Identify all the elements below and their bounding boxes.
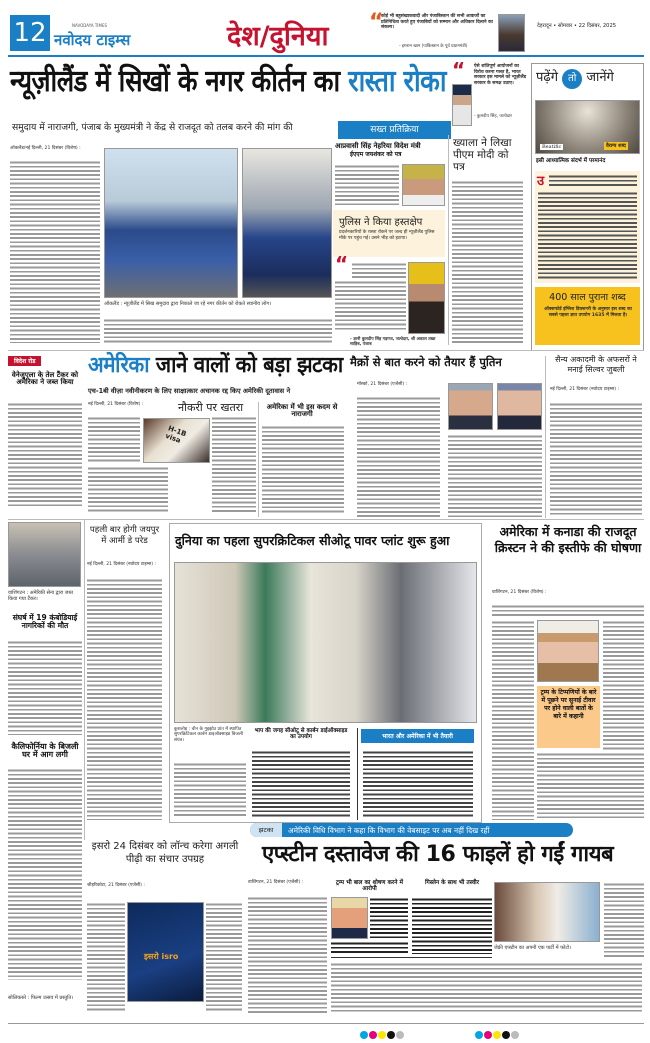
ghislaine-box-text bbox=[412, 897, 492, 954]
academy-dateline: नई दिल्ली, 21 दिसंबर (नवोदय टाइम्स) : bbox=[550, 387, 620, 392]
gray-dot bbox=[511, 1031, 519, 1039]
box-rule bbox=[331, 957, 492, 958]
quote2-author: - ज्ञानी कुलदीप सिंह गड़गज, जत्थेदार, श्री अकाल तख्त साहिब, पंजाब bbox=[350, 336, 436, 347]
title-part: पढ़ेंगे bbox=[536, 70, 559, 85]
drop-cap: उ bbox=[537, 174, 545, 189]
isro-dateline: श्रीहरिकोटा, 21 दिसंबर (एजेंसी) : bbox=[87, 883, 145, 888]
cyan-dot bbox=[360, 1031, 368, 1039]
page-number: 12 bbox=[10, 15, 50, 51]
co2-sub2-body bbox=[363, 750, 473, 818]
police-box bbox=[333, 210, 445, 257]
lead-photo-2 bbox=[242, 148, 332, 298]
column-divider bbox=[357, 728, 358, 820]
police-text: प्रदर्शनकारियों के रास्ता रोकने पर जल्द ही न्यूज़ीलैंड पुलिस मौके पर पहुंच गई। उसने भीड़ को हटाया। bbox=[339, 230, 435, 241]
ghislaine-box-title: गिस्लेन के साथ भी तस्वीर bbox=[424, 880, 480, 886]
quote-text: कोई भी बहुसंख्यकवादी और पंजाबिस्तान की सभी आवाजों का प्रतिनिधित्व करते हुए पंजाबियों को सम्मान और अधिकार दिलाने का संकल्प। bbox=[381, 14, 493, 30]
quote-mark-icon: “ bbox=[335, 252, 349, 276]
old-word-title: 400 साल पुराना शब्द bbox=[549, 292, 626, 303]
usa-headline bbox=[88, 354, 343, 377]
know-more-body bbox=[549, 174, 637, 188]
cambodia-body bbox=[8, 640, 82, 735]
lead-headline-part-2: रास्ता रोका bbox=[348, 64, 447, 99]
co2-sub1-headline: भाप की जगह सीओटू से कार्बन डाईऑक्साइड का उपयोग bbox=[254, 728, 348, 740]
column-divider bbox=[258, 402, 259, 517]
magenta-dot bbox=[369, 1031, 377, 1039]
lead-subhead: समुदाय में नाराजगी, पंजाब के मुख्यमंत्री ने केंद्र से राजदूत को तलब करने की मांग की bbox=[12, 122, 293, 133]
usa-subhead-2: नौकरी पर खतरा bbox=[178, 401, 244, 414]
canada-body-4 bbox=[603, 620, 644, 750]
usa-side-body bbox=[262, 425, 344, 515]
epstein-body bbox=[248, 896, 327, 1013]
macron-photo bbox=[448, 383, 493, 430]
column-divider bbox=[84, 520, 85, 840]
california-body bbox=[8, 768, 82, 980]
old-word-box bbox=[535, 287, 640, 345]
epstein-dateline: वाशिंगटन, 21 दिसंबर (एजेंसी) : bbox=[248, 880, 304, 885]
khyala-headline: ख्याला ने लिखा पीएम मोदी को पत्र bbox=[453, 137, 523, 173]
header-rule bbox=[8, 55, 644, 57]
know-more-box bbox=[531, 63, 644, 351]
co2-caption: कुशलोह : चीन के गुइझोउ प्रांत में स्थापित सुपरक्रिटिकल कार्बन डाइऑक्साइड बिजली संयंत्र। bbox=[174, 727, 243, 743]
left-tag: विदेश रोड bbox=[8, 356, 41, 366]
khyala-body-text bbox=[452, 180, 523, 345]
quote-author: - इमरान खान (पाकिस्तान के पूर्व प्रधानमंत्री) bbox=[399, 44, 468, 49]
police-title: पुलिस ने किया हस्तक्षेप bbox=[339, 217, 423, 228]
jaipur-headline: पहली बार होगी जयपुर में आर्मी डे परेड bbox=[89, 525, 160, 546]
co2-headline: दुनिया का पहला सुपरक्रिटिकल सीओटू पावर प्लांट शुरू हुआ bbox=[175, 533, 450, 548]
canada-quote-text: ट्रम्प के टिप्पणियों के बारे में पूछने पर सुनाई टीवार पर होने वाली बातों के बारे में कहानी bbox=[540, 689, 597, 721]
trump-photo bbox=[331, 897, 368, 939]
putin-dateline: मॉस्को, 21 दिसंबर (एजेंसी) : bbox=[357, 382, 408, 387]
title-part: जानेंगे bbox=[586, 70, 614, 85]
canada-body-5 bbox=[537, 752, 644, 818]
tanker-photo bbox=[8, 522, 81, 587]
know-more-line: इसी आध्यात्मिक संदर्भ में परमानंद bbox=[536, 158, 606, 164]
putin-body-2 bbox=[448, 434, 542, 517]
masthead: नवोदय टाइम्स bbox=[54, 31, 131, 49]
academy-headline: सैन्य अकादमी के अफसरों ने मनाई सिल्वर जुबली bbox=[555, 355, 637, 374]
old-word-text: ऑक्सफोर्ड इंग्लिश डिक्शनरी के अनुसार इस शब्द का सबसे पहला ज्ञात उपयोग 1635 में मिलता है। bbox=[544, 307, 632, 318]
isro-logo: इसरो isro bbox=[144, 952, 179, 961]
isro-body-3 bbox=[206, 902, 242, 1012]
usa-dateline: नई दिल्ली, 21 दिसंबर (विशेष) : bbox=[88, 402, 144, 407]
reaction-title: आप्रवासी सिंह नेहरिया विदेश मंत्री bbox=[335, 142, 421, 150]
canada-body-2 bbox=[492, 620, 534, 820]
cambodia-headline: संघर्ष में 19 कंबोडियाई नागरिकों की मौत bbox=[12, 613, 78, 630]
jaipur-body bbox=[87, 578, 162, 820]
canada-headline: अमेरिका में कनाडा की राजदूत क्रिस्टन ने की इस्तीफे की घोषणा bbox=[494, 524, 642, 556]
lead-dateline: ऑकलैंड/नई दिल्ली, 21 दिसंबर (विशेष) : bbox=[10, 146, 81, 151]
lead-quote bbox=[452, 58, 528, 134]
quote2-text bbox=[352, 262, 406, 278]
trump-box-text-2 bbox=[331, 941, 408, 954]
black-dot bbox=[502, 1031, 510, 1039]
putin-photo bbox=[497, 383, 542, 430]
word-tag: वैराग्य शब्द bbox=[606, 143, 626, 149]
usa-body bbox=[88, 416, 140, 464]
lead-photo-caption: ऑकलैंड : न्यूज़ीलैंड में सिख समुदाय द्वारा निकाले जा रहे नगर कीर्तन को रोकते स्थानीय लोग। bbox=[104, 301, 272, 307]
bottom-left-caption: सोलिकस्ते : फिल्म उत्सव में प्रस्तुति। bbox=[8, 995, 74, 1001]
co2-sub1-body bbox=[252, 750, 350, 818]
quote-author-photo bbox=[498, 14, 525, 52]
venezuela-body bbox=[8, 402, 82, 508]
know-more-text-area bbox=[535, 171, 640, 283]
california-headline: कैलिफोर्निया के बिजली घर में आग लगी bbox=[11, 742, 79, 760]
venezuela-headline: वेनेजुएला के तेल टैंकर को अमेरिका ने जब्त किया bbox=[11, 371, 79, 387]
reaction-label: सख्त प्रतिक्रिया bbox=[338, 121, 451, 139]
masthead-small: NAVODAYA TIMES bbox=[72, 23, 108, 28]
putin-body bbox=[357, 396, 440, 517]
putin-headline: मैक्रों से बात करने को तैयार हैं पुतिन bbox=[350, 355, 502, 369]
quote-mark-icon: “ bbox=[369, 10, 384, 35]
dateline-header: देहरादून • सोमवार • 22 दिसंबर, 2025 bbox=[537, 23, 617, 29]
header-quote bbox=[369, 10, 497, 52]
jaipur-dateline: नई दिल्ली, 21 दिसंबर (नवोदय टाइम्स) : bbox=[87, 562, 157, 567]
jathedar-photo bbox=[408, 262, 445, 334]
epstein-body-3 bbox=[604, 882, 644, 958]
cyan-dot bbox=[475, 1031, 483, 1039]
lead-headline bbox=[10, 66, 446, 98]
canada-body bbox=[492, 604, 644, 618]
section-divider bbox=[8, 519, 644, 520]
usa-body-2 bbox=[88, 466, 168, 514]
quote2-text-2 bbox=[335, 280, 406, 330]
trump-box-title: ट्रम्प भी बाल का शोषण करने में आरोपी bbox=[336, 880, 403, 893]
yellow-dot bbox=[378, 1031, 386, 1039]
registration-marks bbox=[360, 1024, 405, 1043]
lead-body-text-2 bbox=[104, 318, 332, 343]
lead-quote-text: ऐसे शांतिपूर्ण आयोजनों का विरोध करना गलत है, भारत सरकार इस मामले को न्यूज़ीलैंड सरकार के समक्ष उठाए। bbox=[474, 64, 527, 86]
kirsten-photo bbox=[537, 620, 599, 682]
column-divider bbox=[448, 135, 449, 345]
section-title: देश/दुनिया bbox=[227, 21, 329, 52]
academy-body bbox=[550, 402, 642, 517]
lead-headline-part-1: न्यूज़ीलैंड में सिखों के नगर कीर्तन का bbox=[10, 64, 340, 99]
visa-label: H-1B visa bbox=[164, 424, 188, 445]
co2-caption-body bbox=[174, 762, 246, 818]
gray-dot bbox=[396, 1031, 404, 1039]
yellow-dot bbox=[493, 1031, 501, 1039]
quote-mark-icon: “ bbox=[452, 58, 466, 82]
isro-headline: इसरो 24 दिसंबर को लॉन्च करेगा अगली पीढ़ी का संचार उपग्रह bbox=[91, 841, 239, 865]
epstein-photo bbox=[494, 882, 600, 942]
h1b-visa-photo bbox=[143, 418, 210, 463]
isro-body bbox=[87, 902, 125, 1013]
registration-marks bbox=[475, 1024, 520, 1043]
usa-subhead: एच-1बी वीज़ा नवीनीकरण के लिए साक्षात्कार अचानक रद्द किए अमेरिकी दूतावास ने bbox=[88, 387, 291, 395]
isro-logo-photo bbox=[127, 902, 204, 1002]
section-divider bbox=[8, 350, 644, 351]
usa-body-4 bbox=[212, 416, 256, 514]
usa-headline-part-1: अमेरिका bbox=[88, 353, 150, 378]
jhatka-label: झटका bbox=[250, 823, 282, 837]
canada-dateline: वाशिंगटन, 21 दिसंबर (विशेष) : bbox=[492, 590, 547, 595]
know-more-body-2 bbox=[538, 191, 637, 279]
jhatka-text: अमेरिकी विधि विभाग ने कहा कि विभाग की वेबसाइट पर अब नहीं दिख रहीं bbox=[288, 826, 490, 835]
co2-sub2-headline: भारत और अमेरिका में भी तैयारी bbox=[361, 729, 474, 743]
reaction-body-text bbox=[335, 164, 399, 206]
epstein-body-2 bbox=[331, 962, 642, 1012]
know-more-title bbox=[536, 67, 614, 89]
reaction-subtitle: ईएएम जयशंकर को पत्र bbox=[350, 151, 402, 158]
title-circle: तो bbox=[562, 69, 582, 89]
column-divider bbox=[545, 356, 546, 518]
epstein-caption: जेफ्री एप्स्टीन का अपनी एक पार्टी में फोटो। bbox=[494, 945, 572, 951]
trump-box-text bbox=[370, 897, 408, 939]
lead-quote-author: - कुलदीप सिंह, जत्थेदार bbox=[474, 114, 512, 119]
usa-side-headline: अमेरिका में भी इस कदम से नाराजगी bbox=[266, 403, 338, 419]
epstein-headline: एप्स्टीन दस्तावेज की 16 फाइलें हो गईं गायब bbox=[262, 842, 614, 867]
minister-photo bbox=[402, 164, 445, 206]
canada-quote-box bbox=[537, 686, 600, 748]
black-dot bbox=[387, 1031, 395, 1039]
tanker-caption: वाशिंगटन : अमेरिकी सेना द्वारा जब्त किया गया टैंकर। bbox=[8, 590, 74, 602]
usa-headline-part-2: जाने वालों को बड़ा झटका bbox=[155, 353, 343, 378]
beatific-label: Beatific bbox=[542, 144, 562, 150]
co2-plant-photo bbox=[174, 562, 477, 723]
page-bottom-rule bbox=[8, 1023, 644, 1024]
lead-photo-1 bbox=[104, 148, 238, 298]
lead-body-text bbox=[10, 160, 100, 343]
magenta-dot bbox=[484, 1031, 492, 1039]
